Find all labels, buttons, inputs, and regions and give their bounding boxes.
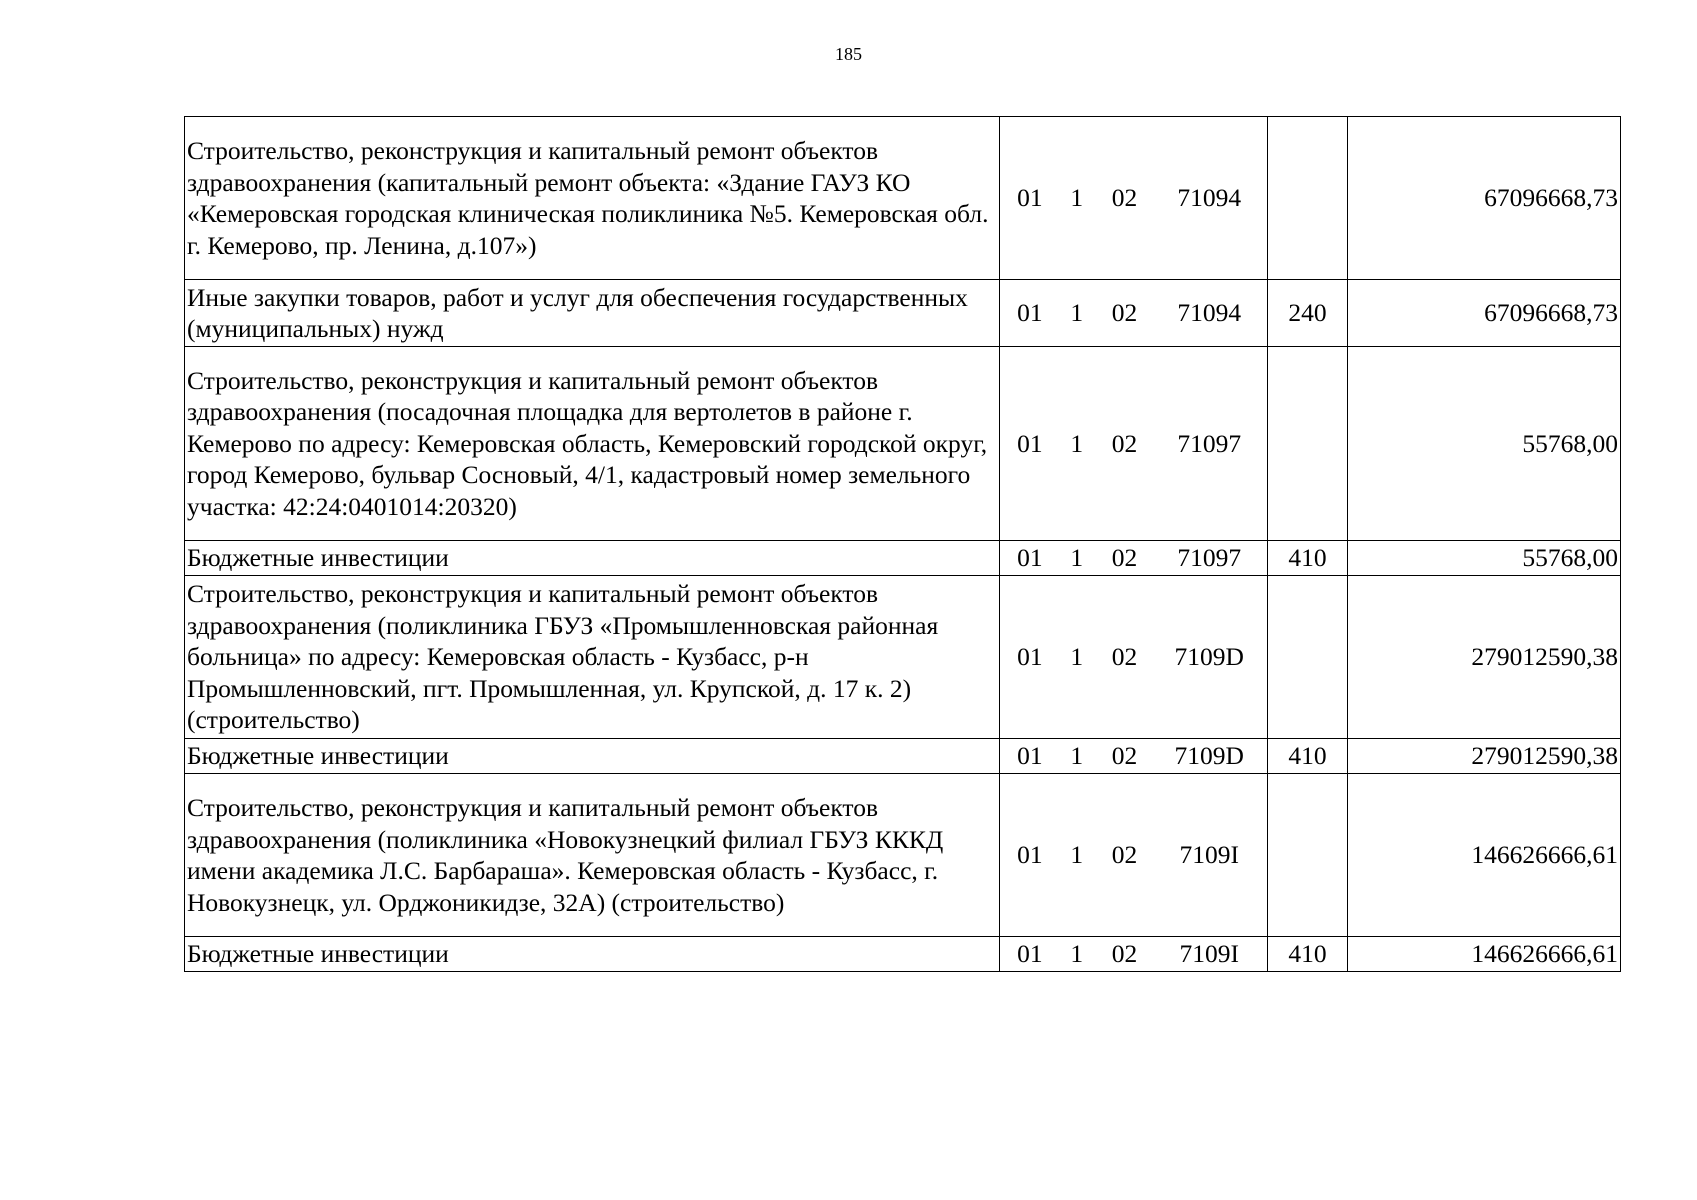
event-code: 02 (1111, 298, 1138, 328)
amount: 67096668,73 (1348, 280, 1621, 347)
expense-type (1268, 774, 1348, 937)
event-code: 02 (1111, 642, 1138, 672)
program-code: 01 (1017, 298, 1043, 328)
table-row (185, 541, 1621, 576)
program-code: 01 (1017, 543, 1043, 573)
direction-code: 71097 (1177, 543, 1242, 573)
amount: 146626666,61 (1348, 774, 1621, 937)
budget-table (184, 116, 1621, 972)
table-row (185, 347, 1621, 541)
expense-type: 410 (1268, 541, 1348, 576)
program-code: 01 (1017, 939, 1043, 969)
program-code: 01 (1017, 840, 1043, 870)
row-codes (1000, 280, 1268, 347)
table-row (185, 280, 1621, 347)
amount: 55768,00 (1348, 347, 1621, 541)
row-codes (1000, 117, 1268, 280)
subprogram-code: 1 (1070, 428, 1084, 458)
row-name: Бюджетные инвестиции (185, 541, 1000, 576)
row-name: Бюджетные инвестиции (185, 937, 1000, 972)
event-code: 02 (1111, 428, 1138, 458)
amount: 279012590,38 (1348, 576, 1621, 739)
row-name: Бюджетные инвестиции (185, 739, 1000, 774)
row-codes (1000, 347, 1268, 541)
direction-code: 71094 (1177, 183, 1242, 213)
row-codes (1000, 937, 1268, 972)
row-codes (1000, 541, 1268, 576)
event-code: 02 (1111, 741, 1138, 771)
event-code: 02 (1111, 840, 1138, 870)
row-name: Строительство, реконструкция и капитальный ремонт объектов здравоохранения (посадочная площадка для вертолетов в районе г. Кемерово по адресу: Кемеровская область, Кемеровский городской округ, город Кемерово, бульвар Сосновый, 4/1, кадастровый номер земельного участка: 42:24:0401014:20320) (185, 347, 1000, 541)
expense-type: 410 (1268, 937, 1348, 972)
subprogram-code: 1 (1070, 183, 1084, 213)
direction-code: 7109I (1179, 939, 1239, 969)
program-code: 01 (1017, 642, 1043, 672)
row-codes (1000, 774, 1268, 937)
event-code: 02 (1111, 543, 1138, 573)
table-row (185, 576, 1621, 739)
table-row (185, 937, 1621, 972)
subprogram-code: 1 (1070, 642, 1084, 672)
direction-code: 7109I (1179, 840, 1239, 870)
row-codes (1000, 576, 1268, 739)
row-name: Строительство, реконструкция и капитальный ремонт объектов здравоохранения (поликлиника «Новокузнецкий филиал ГБУЗ КККД имени академика Л.С. Барбараша». Кемеровская область - Кузбасс, г. Новокузнецк, ул. Орджоникидзе, 32А) (строительство) (185, 774, 1000, 937)
program-code: 01 (1017, 428, 1043, 458)
row-name: Строительство, реконструкция и капитальный ремонт объектов здравоохранения (поликлиника ГБУЗ «Промышленновская районная больница» по адресу: Кемеровская область - Кузбасс, р-н Промышленновский, пгт. Промышленная, ул. Крупской, д. 17 к. 2) (строительство) (185, 576, 1000, 739)
row-codes (1000, 739, 1268, 774)
amount: 279012590,38 (1348, 739, 1621, 774)
expense-type (1268, 347, 1348, 541)
direction-code: 7109D (1174, 642, 1244, 672)
expense-type: 240 (1268, 280, 1348, 347)
table-row (185, 774, 1621, 937)
subprogram-code: 1 (1070, 543, 1084, 573)
row-name: Строительство, реконструкция и капитальный ремонт объектов здравоохранения (капитальный ремонт объекта: «Здание ГАУЗ КО «Кемеровская городская клиническая поликлиника №5. Кемеровская обл. г. Кемерово, пр. Ленина, д.107») (185, 117, 1000, 280)
direction-code: 71097 (1177, 428, 1242, 458)
subprogram-code: 1 (1070, 840, 1084, 870)
event-code: 02 (1111, 939, 1138, 969)
subprogram-code: 1 (1070, 741, 1084, 771)
amount: 146626666,61 (1348, 937, 1621, 972)
table-row (185, 117, 1621, 280)
expense-type (1268, 117, 1348, 280)
amount: 55768,00 (1348, 541, 1621, 576)
direction-code: 71094 (1177, 298, 1242, 328)
row-name: Иные закупки товаров, работ и услуг для обеспечения государственных (муниципальных) нужд (185, 280, 1000, 347)
amount: 67096668,73 (1348, 117, 1621, 280)
page-number: 185 (835, 44, 862, 64)
direction-code: 7109D (1174, 741, 1244, 771)
table-row (185, 739, 1621, 774)
expense-type (1268, 576, 1348, 739)
event-code: 02 (1111, 183, 1138, 213)
subprogram-code: 1 (1070, 298, 1084, 328)
program-code: 01 (1017, 183, 1043, 213)
program-code: 01 (1017, 741, 1043, 771)
expense-type: 410 (1268, 739, 1348, 774)
subprogram-code: 1 (1070, 939, 1084, 969)
